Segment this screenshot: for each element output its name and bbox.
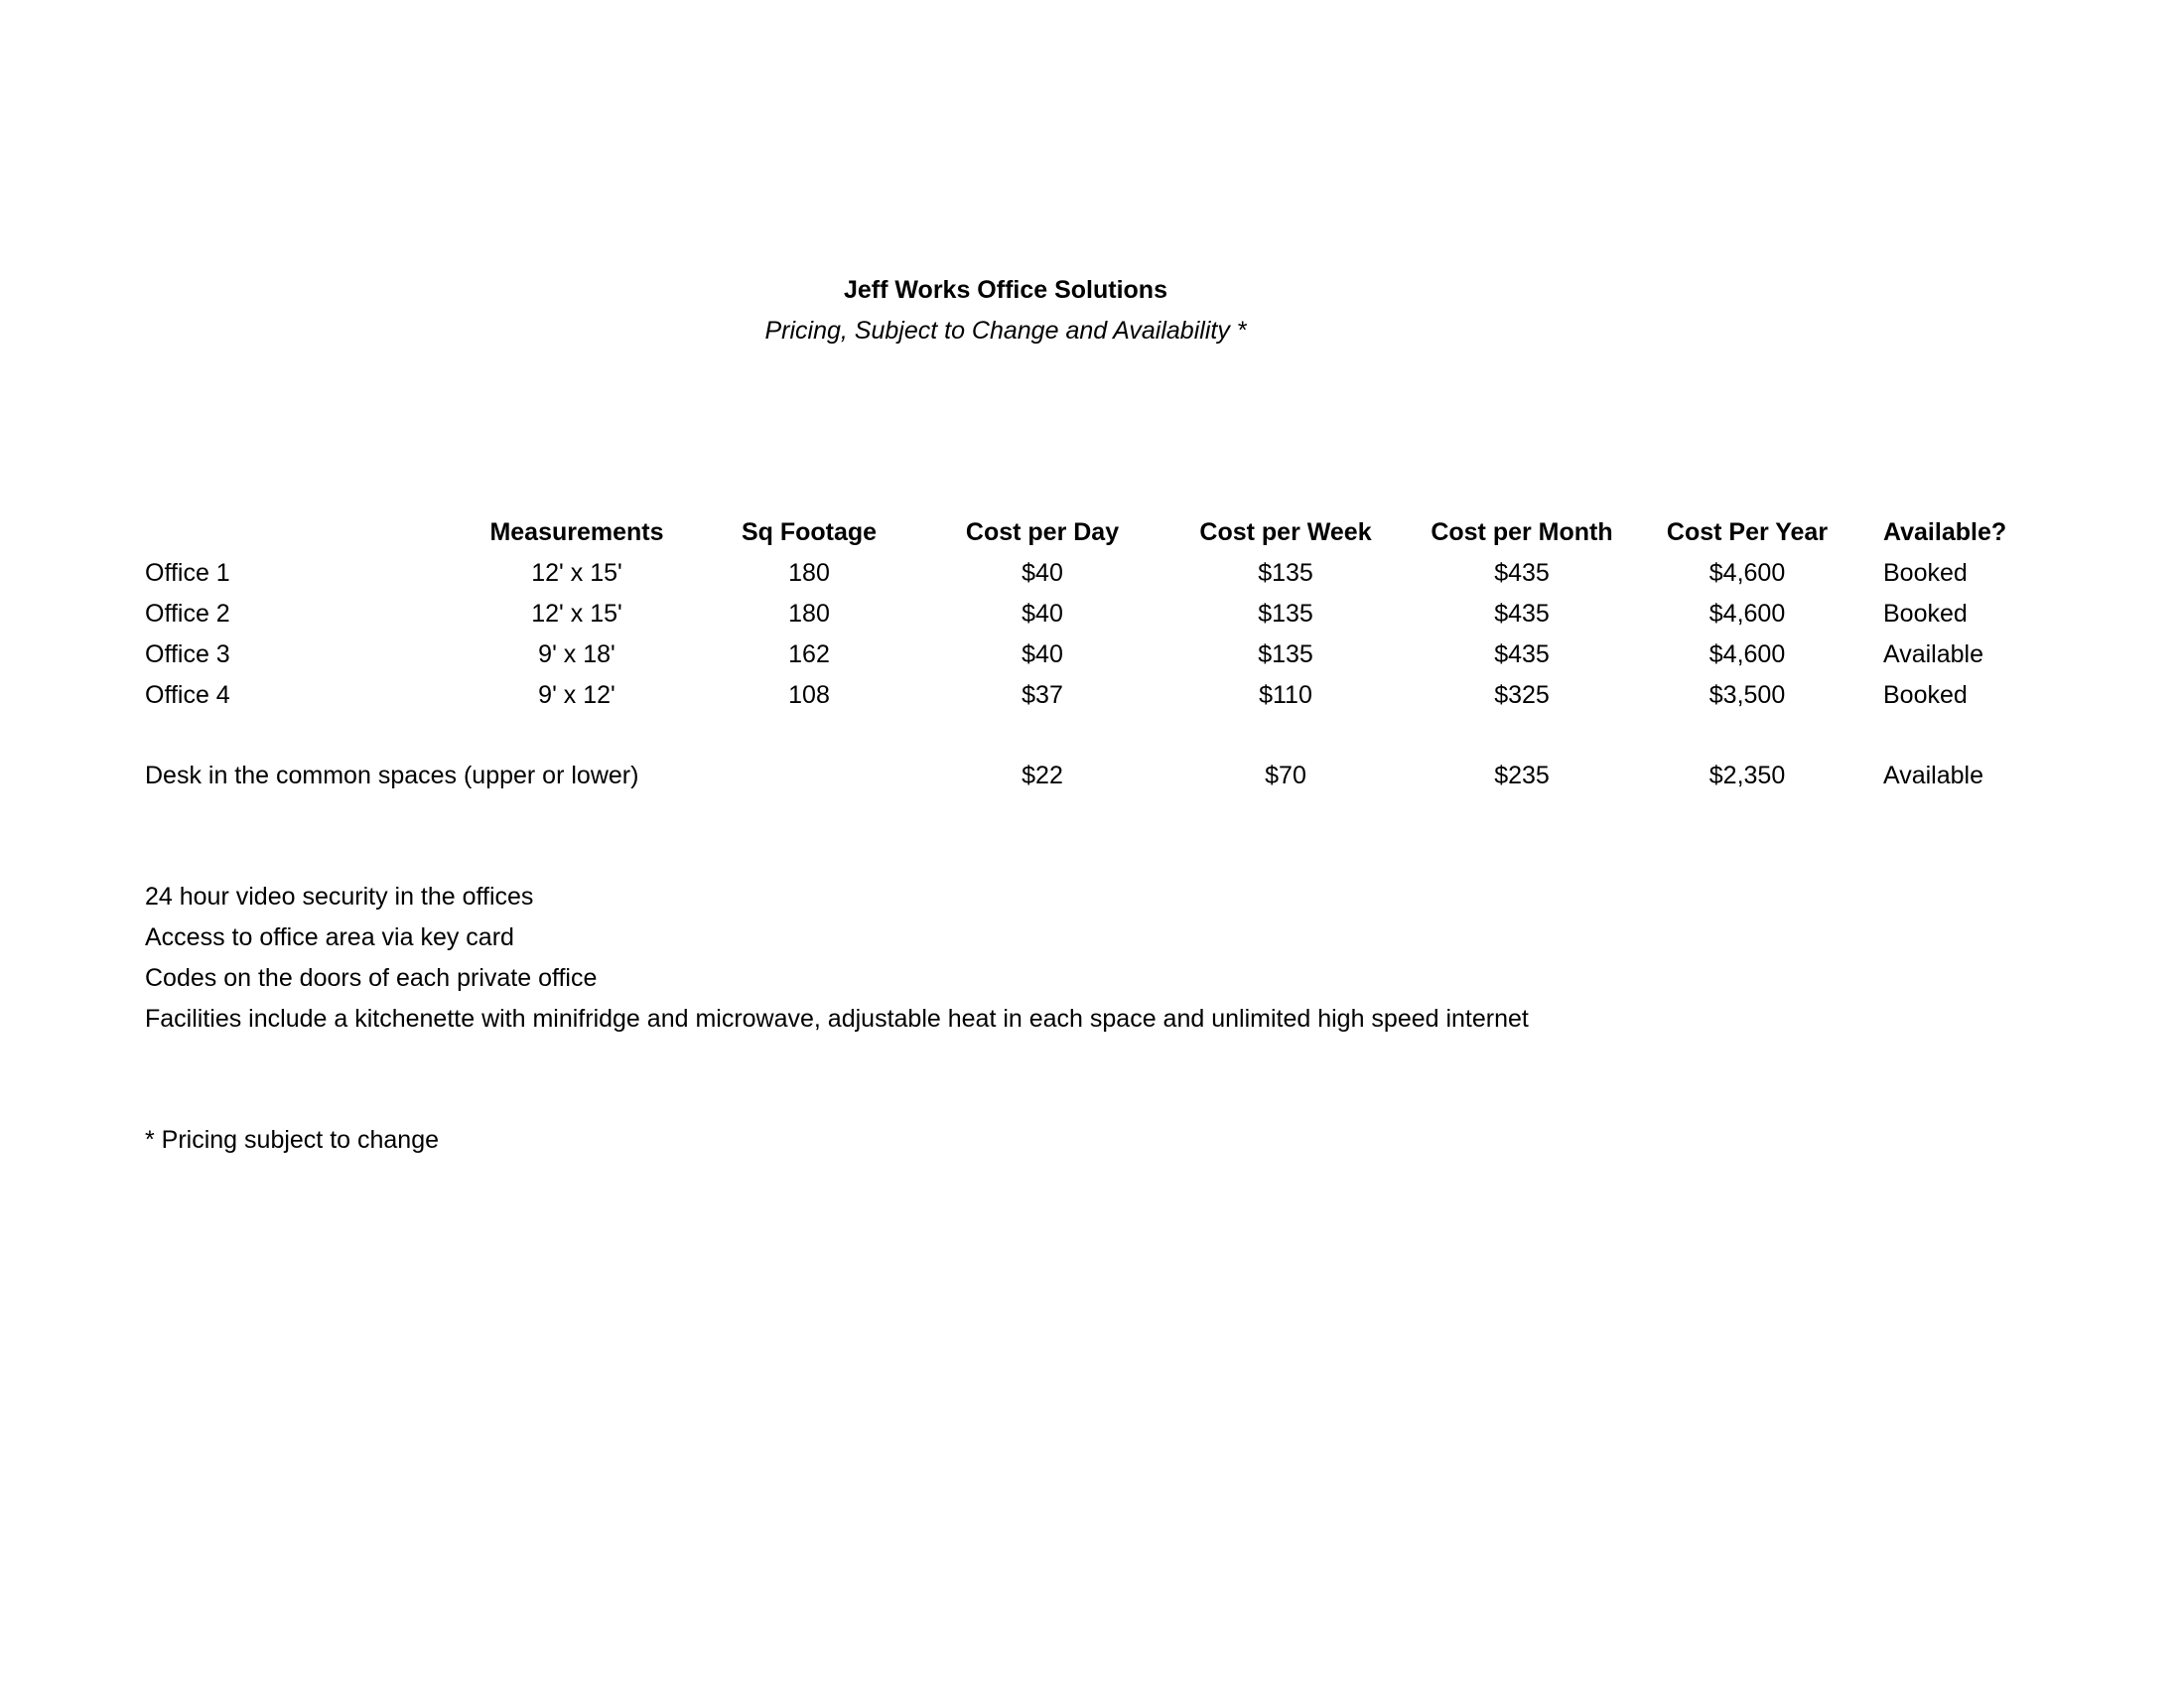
cell-cost-per-year: $2,350 xyxy=(1708,762,1786,789)
cell-measurements: 12' x 15' xyxy=(531,559,622,587)
cell-sq-footage: 108 xyxy=(788,681,830,709)
col-header-available: Available? xyxy=(1883,518,2007,546)
cell-cost-per-day: $40 xyxy=(1022,559,1063,587)
cell-cost-per-year: $4,600 xyxy=(1708,600,1786,628)
row-label: Office 4 xyxy=(145,681,230,709)
cell-cost-per-month: $435 xyxy=(1494,600,1550,628)
cell-available: Booked xyxy=(1883,600,1968,628)
cell-cost-per-year: $3,500 xyxy=(1708,681,1786,709)
cell-cost-per-month: $235 xyxy=(1494,762,1550,789)
cell-cost-per-week: $110 xyxy=(1259,681,1312,709)
col-header-measurements: Measurements xyxy=(489,518,664,546)
cell-cost-per-week: $135 xyxy=(1258,559,1313,587)
col-header-cost-per-week: Cost per Week xyxy=(1199,518,1372,546)
cell-cost-per-day: $37 xyxy=(1022,681,1063,709)
row-label: Office 1 xyxy=(145,559,230,587)
note-line: Access to office area via key card xyxy=(145,923,514,951)
cell-cost-per-month: $435 xyxy=(1494,640,1550,668)
note-line: 24 hour video security in the offices xyxy=(145,883,534,911)
cell-cost-per-year: $4,600 xyxy=(1708,559,1786,587)
cell-measurements: 9' x 18' xyxy=(538,640,615,668)
cell-cost-per-week: $70 xyxy=(1265,762,1306,789)
cell-measurements: 12' x 15' xyxy=(531,600,622,628)
cell-cost-per-day: $40 xyxy=(1022,640,1063,668)
cell-cost-per-month: $435 xyxy=(1494,559,1550,587)
row-label: Office 2 xyxy=(145,600,230,628)
footnote: * Pricing subject to change xyxy=(145,1126,440,1154)
col-header-sq-footage: Sq Footage xyxy=(741,518,878,546)
row-label: Office 3 xyxy=(145,640,230,668)
cell-cost-per-week: $135 xyxy=(1258,600,1313,628)
cell-cost-per-day: $40 xyxy=(1022,600,1063,628)
cell-sq-footage: 180 xyxy=(788,600,830,628)
cell-available: Available xyxy=(1883,640,1984,668)
note-line: Facilities include a kitchenette with minifridge and microwave, adjustable heat in each space and unlimited high speed internet xyxy=(145,1005,1529,1033)
col-header-cost-per-month: Cost per Month xyxy=(1431,518,1613,546)
cell-available: Available xyxy=(1883,762,1984,789)
document-subtitle: Pricing, Subject to Change and Availability * xyxy=(764,317,1247,345)
col-header-cost-per-year: Cost Per Year xyxy=(1666,518,1829,546)
col-header-cost-per-day: Cost per Day xyxy=(965,518,1120,546)
cell-available: Booked xyxy=(1883,681,1968,709)
document-title: Jeff Works Office Solutions xyxy=(844,276,1167,304)
cell-cost-per-day: $22 xyxy=(1022,762,1063,789)
note-line: Codes on the doors of each private office xyxy=(145,964,598,992)
cell-cost-per-month: $325 xyxy=(1494,681,1550,709)
cell-sq-footage: 180 xyxy=(788,559,830,587)
cell-cost-per-week: $135 xyxy=(1258,640,1313,668)
cell-measurements: 9' x 12' xyxy=(538,681,615,709)
cell-cost-per-year: $4,600 xyxy=(1708,640,1786,668)
cell-sq-footage: 162 xyxy=(788,640,830,668)
cell-available: Booked xyxy=(1883,559,1968,587)
row-label: Desk in the common spaces (upper or lower) xyxy=(145,762,639,789)
